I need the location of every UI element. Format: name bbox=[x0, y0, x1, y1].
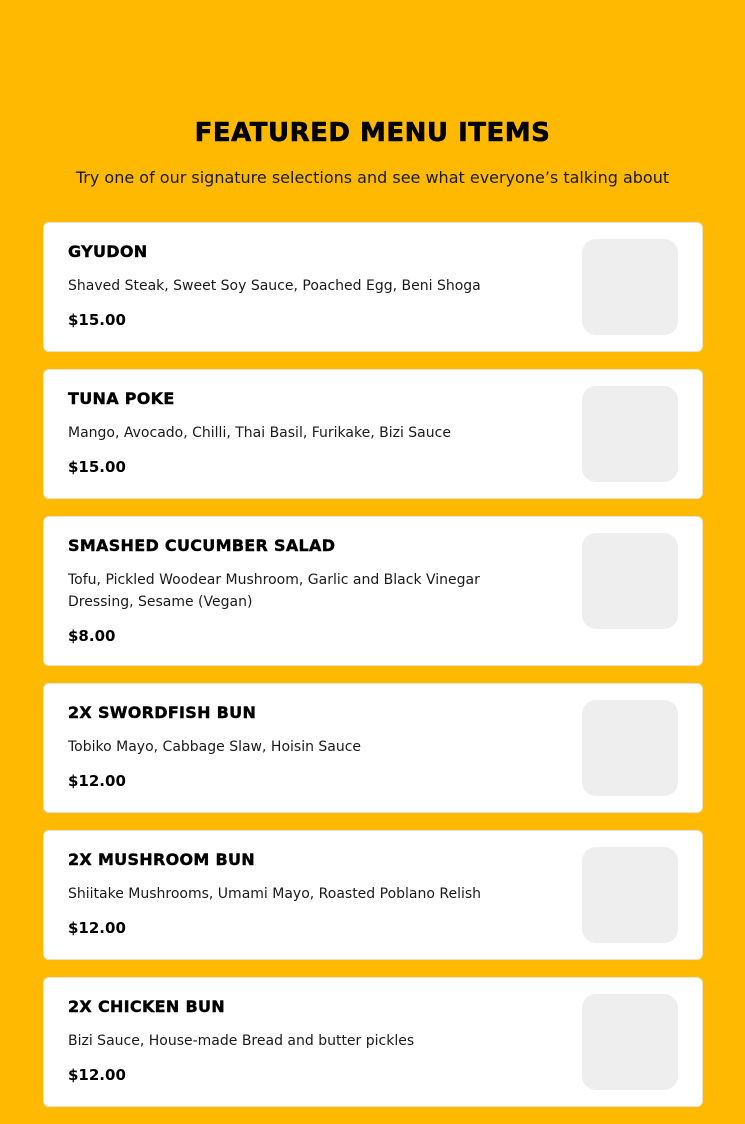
menu-item-description: Shaved Steak, Sweet Soy Sauce, Poached Egg, Beni Shoga bbox=[68, 278, 481, 294]
menu-item-description: Shiitake Mushrooms, Umami Mayo, Roasted Poblano Relish bbox=[68, 886, 482, 902]
menu-item-card[interactable] bbox=[43, 369, 703, 499]
menu-item-description: Tofu, Pickled Woodear Mushroom, Garlic and Black Vinegar Dressing, Sesame (Vegan) bbox=[68, 572, 480, 610]
section-subtitle: Try one of our signature selections and see what everyone’s talking about bbox=[75, 168, 670, 187]
menu-item-card[interactable] bbox=[43, 683, 703, 813]
menu-item-image-placeholder bbox=[582, 994, 678, 1090]
menu-item-price: $8.00 bbox=[68, 627, 116, 645]
menu-item-text bbox=[68, 241, 548, 331]
menu-item-text bbox=[68, 996, 548, 1086]
section-title: FEATURED MENU ITEMS bbox=[194, 118, 551, 148]
menu-item-price: $12.00 bbox=[68, 772, 126, 790]
menu-item-image-placeholder bbox=[582, 239, 678, 335]
menu-item-description: Tobiko Mayo, Cabbage Slaw, Hoisin Sauce bbox=[68, 739, 362, 755]
menu-item-price: $15.00 bbox=[68, 458, 126, 476]
menu-item-image-placeholder bbox=[582, 386, 678, 482]
menu-item-price: $12.00 bbox=[68, 1066, 126, 1084]
menu-item-image-placeholder bbox=[582, 847, 678, 943]
menu-item-name: 2X MUSHROOM BUN bbox=[68, 850, 255, 869]
menu-item-card[interactable] bbox=[43, 516, 703, 666]
menu-item-image-placeholder bbox=[582, 700, 678, 796]
menu-item-description: Bizi Sauce, House-made Bread and butter pickles bbox=[68, 1033, 415, 1049]
menu-item-name: 2X SWORDFISH BUN bbox=[68, 703, 257, 722]
menu-item-text bbox=[68, 388, 548, 478]
menu-item-text bbox=[68, 849, 548, 939]
menu-item-name: 2X CHICKEN BUN bbox=[68, 997, 225, 1016]
menu-item-text bbox=[68, 702, 548, 792]
menu-item-image-placeholder bbox=[582, 533, 678, 629]
menu-item-text bbox=[68, 535, 548, 647]
menu-item-description: Mango, Avocado, Chilli, Thai Basil, Furikake, Bizi Sauce bbox=[68, 425, 451, 441]
menu-item-card[interactable] bbox=[43, 977, 703, 1107]
menu-item-price: $15.00 bbox=[68, 311, 126, 329]
menu-item-name: SMASHED CUCUMBER SALAD bbox=[68, 536, 336, 555]
menu-item-card[interactable] bbox=[43, 830, 703, 960]
menu-item-card[interactable] bbox=[43, 222, 703, 352]
menu-item-name: TUNA POKE bbox=[68, 389, 175, 408]
menu-item-price: $12.00 bbox=[68, 919, 126, 937]
menu-item-name: GYUDON bbox=[68, 242, 148, 261]
menu-item-list bbox=[43, 222, 703, 1124]
